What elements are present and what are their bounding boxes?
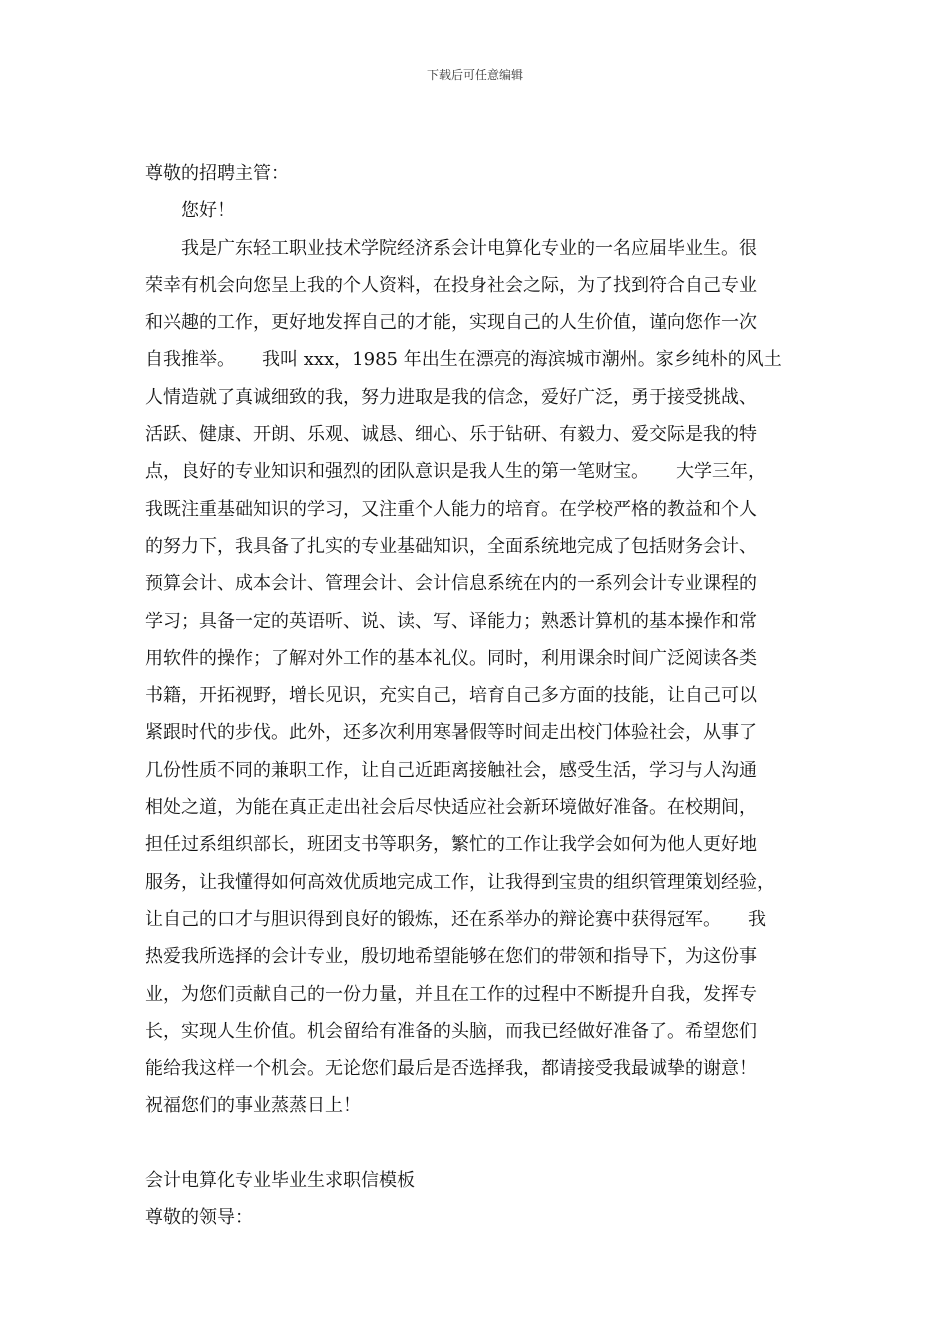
paragraph-line: 学习；具备一定的英语听、说、读、写、译能力；熟悉计算机的基本操作和常 bbox=[145, 610, 757, 632]
document-body bbox=[145, 155, 817, 1237]
paragraph-line: 的努力下，我具备了扎实的专业基础知识，全面系统地完成了包括财务会计、 bbox=[145, 535, 757, 557]
paragraph-line: 服务，让我懂得如何高效优质地完成工作，让我得到宝贵的组织管理策划经验， bbox=[145, 871, 775, 893]
paragraph-line: 活跃、健康、开朗、乐观、诚恳、细心、乐于钻研、有毅力、爱交际是我的特 bbox=[145, 424, 757, 446]
paragraph-line: 相处之道，为能在真正走出社会后尽快适应社会新环境做好准备。在校期间， bbox=[145, 797, 757, 819]
section-title: 会计电算化专业毕业生求职信模板 bbox=[145, 1170, 415, 1192]
paragraph-line: 我是广东轻工职业技术学院经济系会计电算化专业的一名应届毕业生。很 bbox=[181, 237, 757, 259]
paragraph-line: 业，为您们贡献自己的一份力量，并且在工作的过程中不断提升自我，发挥专 bbox=[145, 983, 757, 1005]
letter-closing: 祝福您们的事业蒸蒸日上！ bbox=[145, 1095, 361, 1117]
paragraph-line: 担任过系组织部长，班团支书等职务，繁忙的工作让我学会如何为他人更好地 bbox=[145, 834, 757, 856]
paragraph-line: 预算会计、成本会计、管理会计、会计信息系统在内的一系列会计专业课程的 bbox=[145, 573, 757, 595]
paragraph-line: 和兴趣的工作，更好地发挥自己的才能，实现自己的人生价值，谨向您作一次 bbox=[145, 312, 757, 334]
paragraph-line: 能给我这样一个机会。无论您们最后是否选择我，都请接受我最诚挚的谢意！ bbox=[145, 1058, 757, 1080]
paragraph-line: 自我推举。 我叫 xxx，1985 年出生在漂亮的海滨城市潮州。家乡纯朴的风土 bbox=[145, 349, 782, 371]
paragraph-line: 几份性质不同的兼职工作，让自己近距离接触社会，感受生活，学习与人沟通 bbox=[145, 759, 757, 781]
page-header-note: 下载后可任意编辑 bbox=[426, 68, 523, 82]
paragraph-line: 让自己的口才与胆识得到良好的锻炼，还在系举办的辩论赛中获得冠军。 我 bbox=[145, 908, 766, 930]
paragraph-line: 点，良好的专业知识和强烈的团队意识是我人生的第一笔财宝。 大学三年， bbox=[145, 461, 766, 483]
section-salutation: 尊敬的领导： bbox=[145, 1207, 253, 1229]
paragraph-line: 热爱我所选择的会计专业，殷切地希望能够在您们的带领和指导下，为这份事 bbox=[145, 946, 757, 968]
paragraph-line: 紧跟时代的步伐。此外，还多次利用寒暑假等时间走出校门体验社会，从事了 bbox=[145, 722, 757, 744]
paragraph-line: 用软件的操作；了解对外工作的基本礼仪。同时，利用课余时间广泛阅读各类 bbox=[145, 647, 757, 669]
paragraph-line: 书籍，开拓视野，增长见识，充实自己，培育自己多方面的技能，让自己可以 bbox=[145, 685, 757, 707]
paragraph-line: 人情造就了真诚细致的我，努力进取是我的信念，爱好广泛，勇于接受挑战、 bbox=[145, 386, 757, 408]
letter-salutation: 尊敬的招聘主管： bbox=[145, 163, 289, 184]
letter-greeting: 您好！ bbox=[181, 200, 235, 222]
section-spacer bbox=[145, 1125, 817, 1162]
paragraph-line: 荣幸有机会向您呈上我的个人资料，在投身社会之际，为了找到符合自己专业 bbox=[145, 274, 757, 296]
paragraph-line: 长，实现人生价值。机会留给有准备的头脑，而我已经做好准备了。希望您们 bbox=[145, 1020, 757, 1042]
paragraph-line: 我既注重基础知识的学习，又注重个人能力的培育。在学校严格的教益和个人 bbox=[145, 498, 757, 520]
